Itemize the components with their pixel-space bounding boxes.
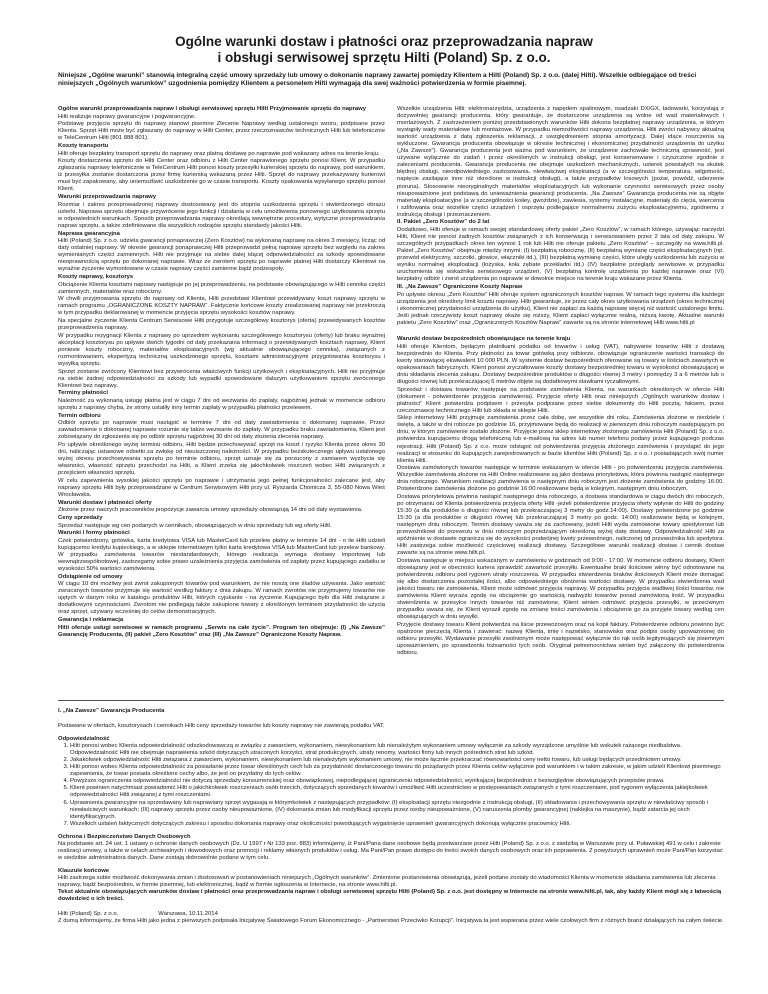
section-heading: III. „Na Zawsze” Ograniczone Koszty Napraw xyxy=(397,283,523,290)
section-heading-warranty: I. „Na Zawsze” Gwarancja Producenta xyxy=(58,708,165,714)
liability-item: 2. Jakakolwiek odpowiedzialność Hilti związana z zawarciem, wykonaniem, niewykonaniem lub nienależytym wykonaniem umowy, nie może łącznie przekraczać równowartości ceny netto towaru, lub usługi będących przedmiotem umowy. xyxy=(70,757,724,764)
final-statement: Tekst aktualnie obowiązujących warunków dostaw i płatności oraz przeprowadzania napraw i obsługi serwisowej sprzętu Hilti (Poland) Sp. z o.o. jest dostępny w Internecie na stronie www.hilti.pl, tak, aby każdy Klient mógł się z łatwością dowiedzieć o ich treści. xyxy=(58,889,722,903)
paragraph: W celu zapewnienia wysokiej jakości sprzętu po naprawie i utrzymania jego pełnej funkcjonalności zalecane jest, aby naprawy sprzętu Hilti były przeprowadzane w Centrum Serwisowym Hilti przy ul. Ryszarda Chomicza 3, 55-080 Nowa Wieś Wrocławska. xyxy=(58,477,385,498)
liability-item: 5. Klient powinien natychmiast powiadomić Hilti o jakichkolwiek roszczeniach osób trzecich, dotyczących sprzedanych towarów i umożliwić Hilti uczestnictwo w postępowaniach związanych z tymi roszczeniami, pod rygorem wyłączenia jakiejkolwiek odpowiedzialności Hilti związanej z tymi roszczeniami. xyxy=(70,785,724,799)
paragraph: Złożone przez naszych pracowników propozycje zawarcia umowy sprzedaży obowiązują 14 dni od daty wystawienia. xyxy=(58,507,363,514)
title-line-1: Ogólne warunki dostaw i płatności oraz przeprowadzania napraw xyxy=(175,34,593,49)
section-heading: Terminy płatności xyxy=(58,390,108,397)
paragraph: Odbiór sprzętu po naprawie musi nastąpić w terminie 7 dni od daty zawiadomienia o dokonanej naprawie. Przez zawiadomienie o dokonanej naprawie rozumie się także wezwanie do zapłaty. W przypadku braku zawiadomienia, Klient jest zobowiązany do zgłoszenia się po odbiór sprzętu najpóźniej 30 dni od daty złożenia zlecenia naprawy. xyxy=(58,420,385,441)
document-title xyxy=(0,34,768,66)
paragraph: Po upływie okresu „Zero Kosztów” Hilti oferuje system ograniczonych kosztów napraw. W ramach tego systemu dla każdego urządzenia jest określony limit kosztu naprawy. Hilti gwarantuje, że przez cały okres użytkowania urządzeń (okres technicznej i ekonomicznej przydatności urządzenia do użytku), Klient nie zapłaci za każdą naprawę więcej niż wartość ustalonego limitu. Jeśli jednak rzeczywisty koszt naprawy okaże się niższy, Klient zapłaci wyłącznie realną, niższą kwotę. Aktualne warunki pakietu „Zero Kosztów” oraz „Ograniczonych Kosztów Napraw” zawarte są na stronie internetowej Hilti www.hilti.pl xyxy=(397,291,724,326)
right-column xyxy=(397,106,724,702)
bottom-section xyxy=(58,708,724,929)
two-column-body xyxy=(58,106,724,702)
footer-note: Z dumą informujemy, że firma Hilti jako jedna z pierwszych podpisała Inicjatywę Światowego Forum Ekonomicznego - „Partnerstwo Przeciwko Korupcji”. Inicjatywa ta jest wspierana przez wiele czołowych firm z różnych branż działających na całym świecie. xyxy=(58,918,724,925)
paragraph: Podstawę przyjęcia sprzętu do naprawy stanowi pisemne Zlecenie Naprawy według ustalonego wzoru, podpisane przez Klienta. Sprzęt Hilti może być zgłaszany do naprawy w Hilti Center, przez rzeczoznawców technicznych Hilti lub telefonicznie w TeleCentrum Hilti (801 888 801). xyxy=(58,121,385,142)
title-line-2: i obsługi serwisowej sprzętu Hilti (Poland) Sp. z o.o. xyxy=(217,50,551,65)
paragraph: Po upływie określonego wyżej terminu odbioru, Hilti będzie przechowywać sprzęt na koszt i ryzyko Klienta przez okres 30 dni, naliczając ustawowe odsetki za zwłokę od nieuiszczonej należności. W przypadku bezskutecznego upływu ustalonego wyżej okresu przechowywania sprzętu po terminie odbioru, sprzęt uznaje się za porzucony z zamiarem wyzbycia się własności, własność sprzętu przechodzi na Hilti, a Klient zrzeka się jakichkolwiek roszczeń wobec Hilti związanych z przejściem własności sprzętu. xyxy=(58,442,385,477)
section-heading: Koszty naprawy, kosztorys xyxy=(58,274,134,281)
paragraph: Obciążenie Klienta kosztami naprawy następuje po jej przeprowadzeniu, na podstawie obowiązującego w Hilti cennika części zamiennych, materiałów oraz robocizny. xyxy=(58,281,385,295)
heading-liability: Odpowiedzialność xyxy=(58,736,110,743)
section-heading: Ceny sprzedaży xyxy=(58,514,103,521)
section-divider xyxy=(58,700,724,701)
paragraph: Wszelkie urządzenia Hilti: elektronarzędzia, urządzenia z napędem spalinowym, osadzaki DX/GX, ładowarki, korzystają z dożywotniej gwarancji producenta, który gwarantuje, że dostarczone urządzenia są wolne od wad materiałowych i montażowych. Z zastrzeżeniem poniżej przedstawionych warunków Hilti dokona bezpłatnej naprawy urządzenia, w którym wystąpiły wady materiałowe lub montażowe. W przypadku niemożliwości naprawy urządzenia, Hilti zwróci nabywcy aktualną wartość urządzenia z datą zgłoszenia reklamacji, z uwzględnieniem stopnia amortyzacji. Dalej idące roszczenia są wykluczone. Gwarancja producenta obowiązuje w okresie technicznej i ekonomicznej przydatności urządzenia do użytku („Na Zawsze”). Gwarancja producenta jest ważna pod warunkiem, że urządzenie zachowało techniczną sprawność, jest używane wyłącznie do zadań i przez określonych w instrukcji obsługi, jest konserwowane i czyszczone zgodnie z zaleceniami producenta. Gwarancja producenta nie obejmuje uszkodzeń mechanicznych, usterek powstałych na skutek błędnej obsługi, nieodpowiedniego zastosowania, niewłaściwej eksploatacji (a w szczególności temperatura, wilgotność, napięcie zasilające inne niż określone w instrukcji obsługi), a także przypadków losowych (pożar, powódź, uderzenie pioruna). Stosowanie nieoryginalnych materiałów eksploatacyjnych lub wykonanie czynności serwisowych przez osoby nieupoważnione jest podstawą do unieważnienia gwarancji producenta. „Na Zawsze” Gwarancja producenta nie są objęte materiały eksploatacyjne (a w szczególności koiłey, gwoździe), zawiesia, systemy instalacyjne, materiały do cięcia, wiercenia i szlifowania oraz wszelkie części urządzeń i osprzętu podlegające normalnemu zużyciu eksploatacyjnemu, zgodnemu z instrukcją obsługi i przeznaczeniem. xyxy=(397,106,724,218)
section-heading: Termin odbioru xyxy=(58,412,101,419)
intro-paragraph: Niniejsze „Ogólne warunki” stanowią integralną część umowy sprzedaży lub umowy o dokonanie naprawy zawartej pomiędzy Klientem a Hilti (Poland) Sp. z o.o. (dalej Hilti). Wszelkie odbiegające od treści niniejszych „Ogólnych warunków” uzgodnienia pomiędzy Klientem a personelem Hilti wymagają dla swej ważności potwierdzenia w formie pisemnej. xyxy=(58,72,697,87)
paragraph: Należność za wykonaną usługę płatna jest w ciągu 7 dni od wezwania do zapłaty, najpóźniej jednak w momencie odbioru sprzętu z naprawy chyba, że strony ustaliły inny termin zapłaty w przypadku płatności przelewem. xyxy=(58,397,385,412)
data-protection-text: Na podstawie art. 24 ust. 1 ustawy o ochronie danych osobowych (Dz. U 1997 r Nr 133 poz. 883) informujemy, iż Pani/Pana dane osobowe będą przetwarzane przez Hilti (Poland) Sp. z o.o. z siedzibą w Warszawie przy ul. Puławskiej 491 w celu i zakresie realizacji umowy, a także w celach archiwalnych i dowodowych oraz promocji i reklamy własnych produktów i usług. Ma Pani/Pan prawo dostępu do treści swoich danych osobowych oraz ich poprawienia. Z powyższych uprawnień może Pani/Pan korzystać w siedzibie administratora danych. Dane zostają dobrowolnie podane w tym celu. xyxy=(58,840,723,861)
section-heading: Ogólne warunki przeprowadzania napraw i obsługi serwisowej sprzętu Hilti Przyjmowanie sprzętu do naprawy xyxy=(58,106,367,112)
section-heading: Warunki i formy płatności xyxy=(58,530,130,537)
paragraph: W chwili przyjmowania sprzętu do naprawy od Klienta, Hilti przedstawi Klientowi przewidywany koszt naprawy sprzętu w ramach programu „OGRANICZONE KOSZTY NAPRAW”. Faktycznie końcowe koszty zrealizowanej naprawy nie przekroczą w tym przypadku deklarowanej w momencie przyjęcia sprzętu wysokości kosztów naprawy. xyxy=(58,296,385,317)
paragraph: Hilti oferuje bezpłatny transport sprzętu do naprawy oraz płatną dostawę po naprawie pod wskazany adres na terenie kraju. xyxy=(58,150,380,157)
paragraph: Hilti (Poland) Sp. z o.o. udziela gwarancji ponaprawczej (Zero Kosztów) na wykonaną naprawę na okres 3 miesięcy, licząc od daty ostatniej naprawy. W okresie gwarancji ponaprawczej Hilti przeprowadzi pełną naprawę sprzętu bez względu na zakres wymienianych części zamiennych. Hilti nie przyjmuje na siebie dalej idącej odpowiedzialności za szkody spowodowane nieoprawnością sprzętu po dokonanej naprawie. Wraz ze zwrotem sprzętu po naprawie platnej Hilti dostarczy Klientowi na wyraźne życzenie wymontowane w czasie naprawy części zamienne bądź podzespoły. xyxy=(58,238,385,273)
section-heading: Odstąpienie od umowy xyxy=(58,573,123,580)
vat-note: Podawane w ofertach, kosztorysach i cennikach Hilti ceny sprzedaży towarów lub koszty naprawy nie zawierają podatku VAT. xyxy=(58,723,385,730)
paragraph xyxy=(397,327,724,335)
paragraph: Sprzęt zostanie zwrócony Klientowi bez przywrócenia właściwych funkcji użytkowych i eksploatacyjnych. Hilti nie przyjmuje na siebie żadnej odpowiedzialności za szkody lub wypadki spowodowane dalszym użytkowaniem sprzętu zwróconego Klientowi bez naprawy. xyxy=(58,368,385,389)
paragraph: W przypadku rezygnacji Klienta z naprawy po uprzednim wykonaniu szczegółowego kosztorysu (oferty) lub braku wyraźnej akceptacji kosztorysu po upływie dwóch tygodni od daty przekazania informacji o przewidywanych kosztach naprawy, Klient poniesie koszty robocizny, materiałów eksploatacyjnych (wg aktualnie obowiązującego cennika), związanych z rozmontowaniem, ekspertyzą techniczną uszkodzonego sprzętu, kosztami administracyjnymi przygotowania kosztorysu i wysyłką sprzętu. xyxy=(58,332,385,367)
section-heading: Naprawa gwarancyjna xyxy=(58,230,120,237)
paragraph: Na specjalne życzenie Klienta Centrum Serwisowe Hilti przygotuje szczegółowy kosztorys (oferta) przewidywanych kosztów przeprowadzenia naprawy. xyxy=(58,318,385,332)
section-heading: Warunki dostaw bezpośrednich obowiązujące na terenie kraju xyxy=(397,336,571,343)
heading-data-protection: Ochrona i Bezpieczeństwo Danych Osobowych xyxy=(58,833,191,840)
paragraph: Sklep internetowy Hilti przyjmuje zamówienia przez cała dobę, we wszystkie dni roku. Zamówienia złożone w niedziele i święta, a także w dni robocze po godzinie 16, przyjmowane będą do realizacji w pierwszym dniu roboczym następującym po dniu, w którym zamówienie zostało złożone. Przyjęcie przez sklep internetowy złożonego zamówienia Hilti (Poland) Sp. z o.o. potwierdza kupującemu drogą telefoniczną lub e-mailową na adres lub numer telefonu podany przez kupującego podczas rejestracji. Hilti (Poland) Sp. z o.o. może odstąpić od potwierdzenia przyjęcia złożonego zamówienia i przystąpić do jego realizacji w stosunku do kupujących zarejestrowanych w bazie klientów Hilti (Poland) Sp. z o.o. i posiadających swój numer klienta Hilti. xyxy=(397,415,724,464)
liability-item: 1. Hilti ponosi wobec Klienta odpowiedzialność odszkodowawczą w związku z zawarciem, wykonaniem, niewykonaniem lub nienależytym wykonaniem umowy wyłącznie za szkody wyrządzone umyślnie lub wskutek rażącego niedbalstwa. Odpowiedzialność Hilti nie obejmuje naprawienia szkód dotyczących utraconych korzyści, strat produkcyjnych, utraty renomy, wartości firmy lub innych pośrednich strat lub szkód. xyxy=(70,743,724,757)
paragraph: Rozmiar i zakres przeprowadzonej naprawy dostosowany jest do stopnia uszkodzenia sprzętu i stwierdzonego obrazu usterki. Naprawa sprzętu obejmuje przywrócenie jego funkcji i działania w celu umożliwienia ponownego użytkowania sprzętu w odpowiednich warunkach. Sposób przeprowadzania naprawy określają wewnętrzne procedury, wytyczne przeprowadzania napraw sprzętu, a także zdefiniowane dla wszystkich rodzajów sprzętu standardy jakości Hilti. xyxy=(58,201,385,229)
paragraph: Sprzedaż i dostawa towarów następuje na podstawie zamówienia Klienta, na warunkach określonych w ofercie Hilti (dokument - potwierdzenie przyjęcia zamówienia). Przyjęcie oferty Hilti oraz niniejszych „Ogólnych warunków dostaw i płatności” Klient potwierdza podpisem i przesyła podpisane przez siebie dokumenty do Hilti pocztą, faksem, przez rzeczoznawcę technicznego Hilti lub składa w sklepie Hilti. xyxy=(397,386,724,414)
paragraph: W ciągu 10 dni możliwy jest zwrot zakupionych towarów pod warunkiem, że nie noszą one śladów używania. Jako wartość zwracanych towarów przyjmuje się wartość według faktury z dnia zakupu. W ramach zwrotów nie przyjmujemy towarów nie ujętych w danym roku w katalogu produktów Hilti, których cyjukanie - na życzenie Kupującego było dla Hilti związane z dodatkowymi czynnościami. Zwrotom nie podlegają także zakupione towary z określonym terminem przydatności do użycia oraz sprzęt, używany wcześniej do celów demonstracyjnych. xyxy=(58,581,385,616)
heading-final-clauses: Klauzule końcowe xyxy=(58,867,110,874)
section-heading: Koszty transportu xyxy=(58,143,109,150)
paragraph: Hilti realizuje naprawy gwarancyjne i pogwarancyjne. xyxy=(58,113,196,120)
document-date: Warszawa, 10.11.2014 xyxy=(158,911,218,918)
liability-item: 3. Hilti ponosi wobec Klienta odpowiedzialność za posiadanie przez towar określonych cech lub za przydatność dostarczonego towaru do pożądanych przez Klienta celów wyłącznie pod warunkiem i w takim zakresie, w jakim udzieli Klientowi pisemnego zapewnienia, że towar posiada określone cechy albo, że jest on przydatny do tych celów. xyxy=(70,764,724,778)
paragraph: Dostawa zamówionych towarów następuje w terminie wskazanym w ofercie Hilti - po potwierdzeniu przyjęcia zamówienia. Wszystkie zamówienia złożone na Hilti Online realizowane są jako dostawa priorytetowa, która powinna nastąpić następnego dnia roboczego. Warunkiem realizacji zamówienia w następnym dniu roboczym jest złożenie zamówienia do godziny 16:00. Potwierdzone zamówienia złożone po godzinie 16:00 realizowane będą w kolejnym, następnym dniu roboczym. xyxy=(397,465,724,493)
paragraph: Przyjęcie dostawy towaru Klient potwierdza na liście przewozowym oraz na kopii faktury. Potwierdzenie odbioru powinno być opatrzone pieczęcią Klienta i zawierać: nazwę Klienta, imię i nazwisko, stanowisko oraz podpis osoby upoważnionej do odbioru przesyłki. Wydawanie przesyłki zwolnionym może następować wyłącznie do rąk osób legitymujących się pisemnym upoważnieniem, po sprawdzeniu tożsamości tych osób. Oryginał pełnomocnictwa winien być załączony do potwierdzenia odbioru. xyxy=(397,622,724,657)
section-heading: Hilti oferuje usługi serwisowe w ramach programu „Serwis na całe życie”. Program ten obejmuje: (I) „Na Zawsze” Gwarancję Producenta, (II) pakiet „Zero Kosztów” oraz (III) „Na Zawsze” Ograniczone Koszty Napraw. xyxy=(58,624,385,638)
liability-item: 4. Powyższe ograniczenia odpowiedzialności nie dotyczą sprzedaży konsumenckiej oraz obowiązkowej, niepodlegającej ograniczeniu odpowiedzialności, wynikającej bezpośrednio z bezwzględnie obowiązujących przepisów prawa. xyxy=(70,778,724,785)
liability-item: 6. Uprawnienia gwarancyjne na sprzedawany lub naprawiany sprzęt wygasają w którymkolwiek z następujących przypadków: (I) eksploatacji sprzętu niezgodnie z instrukcją obsługi, (II) składowania i przechowywania sprzętu w niewłaściwy sposób i niewłaściwych warunkach; (III) naprawy sprzętu przez osoby nieupoważnione, (IV) dokonania zmian lub modyfikacji sprzętu przez osoby nieupoważnione, (V) naruszenia plomby gwarancyjnej (naklejka na maszynie), bądź zatarcia jej cech identyfikacyjnych. xyxy=(70,800,724,821)
section-heading: Gwarancja i reklamacja xyxy=(58,617,124,624)
paragraph: Koszty dostarczenia sprzętu do Hilti Center oraz odbioru z Hilti Center naprawionego sprzętu ponosi Klient. W przypadku zgłaszania naprawy telefonicznie w TeleCentrum Hilti ponosi koszty przesyłki kurierskiej sprzętu do naprawy, pod warunkiem, iż przesyłka zostanie dostarczona przez firmę kurierską wskazaną przez Hilti. Sprzęt do naprawy przekazywany kurierowi musi być zapakowany, aby uniemożliwić uszkodzenie go w czasie transportu. Koszty opakowania wysyłanego sprzętu ponosi Klient. xyxy=(58,158,385,193)
paragraph: Dostawa następuje w miejscu wskazanym w zamówieniu w godzinach od 9:00 - 17:00. W momencie odbioru dostawy, Klient obowiązany jest w obecności kuriera sprawdzić zawartość przesyłki. Ewentualne braki ilościowe winny być odnotowane na potwierdzeniu odbioru pod rygorem utraty roszczenia. W przypadku stwierdzenia braków ilościowych Klient może domagać się albo dostarczenia pozostałej ilości, albo odpowiedniego obniżenia wartości dostawy. W przypadku stwierdzenia wad jakości towaru nie zamówienia, Klient może odmówić przyjęcia naprawy. W przypadku przyjęcia wadliwej ilości towarów, nie zamówienia Klient wyraża zgodę na obciążenie go wartością nadwyżki towarów ponad zamówioną ilość. W przypadku stwierdzenia w przesyłce innych towarów niż zamówione, Klient winien odmówić przyjęcia przesyłki, w przeciwnym przypadku uważa się, że Klient wyraził zgodę na zmianę treści zamówienia i obciążenie go za przyjęte towary według cen obowiązujących w dniu wysyłki. xyxy=(397,558,724,621)
paragraph: Hilti oferuje Klientom, będącym płatnikami podatku od towarów i usług (VAT), nabywanie towarów Hilti z dostawą bezpośrednio do Klienta. Przy płatności za towar gotówką przy odbiorze, obowiązuje ograniczenie wartości transakcji do kwoty stanowiącej ekwiwalent 10 000 PLN. W systemie dostaw bezpośrednich oferowane są towary w ilościach zawartych w opakowaniach fabrycznych. Klient ponosi zryczałtowane koszty dostawy bezpośredniej towaru w wysokości obowiązującej w dniu składania zlecenia zakupu. Dostawy bezpośrednie produktów o długości równej 3 metry i pomiędzy 3 a 6 metrów lub o długości równej lub przekraczającej 6 metrów objęte są dodatkowymi stawkami ryczałtowymi. xyxy=(397,343,724,385)
section-heading: Warunki dostaw i płatności oferty xyxy=(58,499,152,506)
left-column xyxy=(58,106,385,702)
company-name: Hilti (Poland) Sp. z o.o. xyxy=(58,911,119,918)
paragraph: Czek potwierdzony, gotówka, karta kredytowa VISA lub MasterCard lub przelew płatny w terminie 14 dni - o ile Hilti udzieli kupującemu kredytu kupieckiego, a w sklepie internetowym tylko karta kredytowa VISA lub MasterCard lub przelew bankowy. W przypadku zamówienia towarów niestandardowych, którego realizacja wymaga dostawy importowej lub wewnątrzwspólnotowej, zastrzegamy sobie prawo uzależnienia przyjęcia zamówienia od zapłaty przez kupującego zadatku w wysokości 50% wartości zamówienia. xyxy=(58,537,385,572)
liability-list xyxy=(58,743,724,828)
paragraph: Sprzedaż następuje wg cen podanych w cennikach, obowiązujących w dniu sprzedaży lub wg oferty Hilti. xyxy=(58,522,332,529)
final-clauses-text: Hilti zastrzega sobie możliwość dokonywania zmian i dostosowań w postanowieniach niniejszych „Ogólnych warunków”. Zmienione postanowienia obowiązują, jeżeli podane zostały do wiadomości Klienta w momencie składania zamówienia lub zlecenia naprawy, bądź bezpośrednio, w formie pisemnej, lub elektronicznej, bądź w formie ogłoszenia w Internecie, na stronie www.hilti.pl. xyxy=(58,874,716,888)
section-heading: Warunki przeprowadzania naprawy xyxy=(58,194,156,201)
paragraph: Dodatkowo, Hilti oferuje w ramach swojej standardowej oferty pakiet „Zero Kosztów”, w ramach którego, używając narzędzi Hilti, Klient nie ponosi żadnych kosztów związanych z ich konserwacją i serwisowaniem przez 2 lata od daty zakupu. W szczególnych przypadkach okres ten wynosi 1 rok lub Hilti nie oferuje pakietu „Zero Kosztów” – szczegóły na www.hilti.pl. Pakiet „Zero Kosztów” obejmuje między innymi: (I) bezpłatną robociznę, (II) bezpłatną wymianę części eksploatacyjnych (np. przewód elektryczny, szczotki, głowice, włączniki itd.), (III) bezpłatną wymianę części, które uległy uszkodzeniu lub zużyciu w wyniku normalnej eksploatacji (łożyska, koła zębate przekładni itd.) (IV) bezpłatne przeglądy serwisowe w przypadku uruchomienia się wskaźnika serwisowego urządzeń, (V) bezpłatną kontrolę urządzenia po każdej naprawie oraz (VI) bezpłatny odbiór i zwrot urządzenia po naprawie w dowolnie miejsce na terenie kraju wskazane przez Klienta. xyxy=(397,226,724,283)
section-heading: II. Pakiet „Zero Kosztów” do 2 lat xyxy=(397,219,490,226)
paragraph: Dostawa priorytetowa powinna nastąpić następnego dnia roboczego, a dostawa standardowa w ciągu dwóch dni roboczych, po otrzymaniu od Klienta potwierdzenia przyjęcia oferty Hilti -jeżeli potwierdzenie przyjęcia oferty wpłynie do Hilti do godziny 15:30 (a dla produktów o długości równej lub przekraczającej 3 metry do godz.14:00). Dostawy potwierdzone po godzinie 15:30 (a dla produktów o długości równej lub przekraczającej 3 metry po godz. 14:00) realizowane będą w kolejnym, następnym dniu roboczym. Termin dostawy uważa się za zachowany, jeżeli Hilti wyda zamówione towary spedytorowi lub przewoźnikowi do przewozu w dniu roboczym poprzedzającym określoną wyżej datę dostawy. Odpowiedzialność Hilti za opóźnienie w dostawie ogranicza się do wysokości podwójnej kwoty przewoźnego, naliczonej od przewoźnika lub spedytora. Hilti zastrzega sobie możliwość częściowej realizacji dostawy. Szczegółowe warunki realizacji dostaw i cennik dostaw zawarte są na stronie www.hilti.pl. xyxy=(397,494,724,557)
liability-item: 7. Wszelkich ustaleń faktycznych dotyczących zakresu i sposobu dokonania naprawy oraz okoliczności powodujących wygaśnięcie uprawnień gwarancyjnych dokonują wyłącznie pracownicy Hilti. xyxy=(70,821,724,828)
